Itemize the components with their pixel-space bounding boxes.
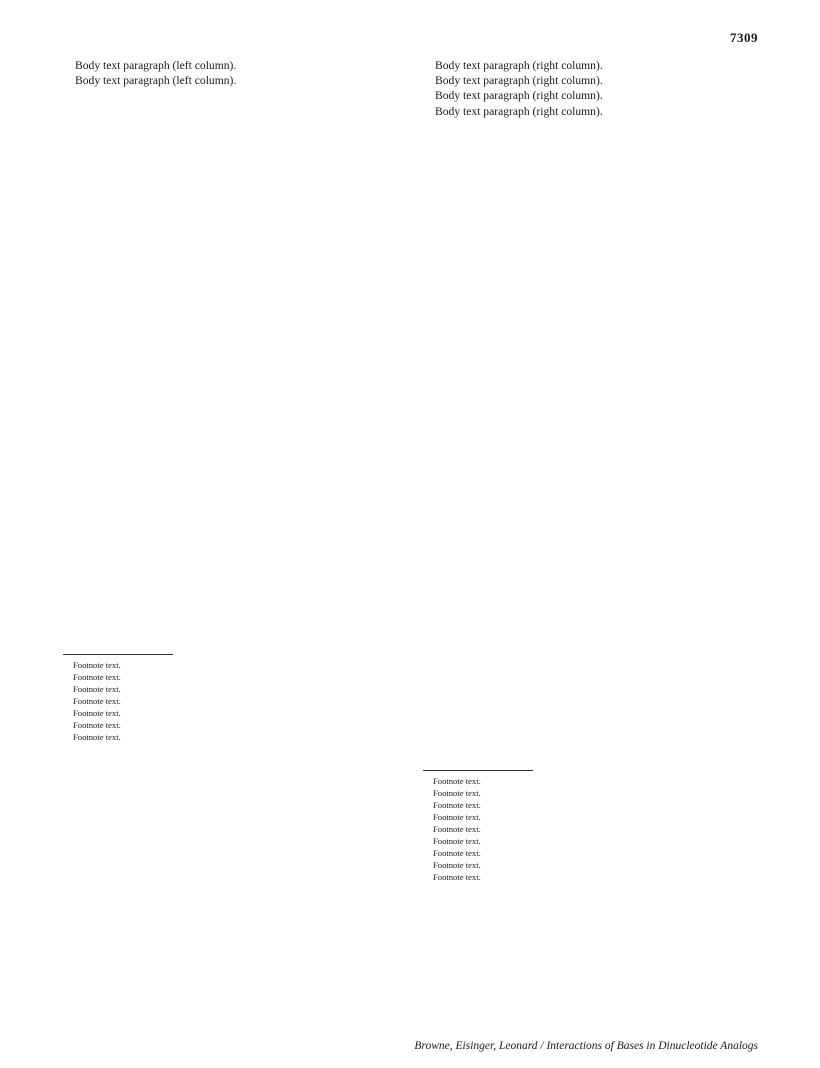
footnote: Footnote text.: [433, 812, 481, 822]
body-paragraph: Body text paragraph (right column).: [435, 104, 603, 118]
footnote: Footnote text.: [73, 720, 121, 730]
body-paragraph: Body text paragraph (left column).: [75, 74, 237, 88]
footnote: Footnote text.: [73, 672, 121, 682]
running-footer: Browne, Eisinger, Leonard / Interactions of Bases in Dinucleotide Analogs: [414, 1040, 758, 1052]
body-paragraph: Body text paragraph (right column).: [435, 59, 603, 72]
body-paragraph: Body text paragraph (left column).: [75, 59, 237, 72]
footnote: Footnote text.: [433, 860, 481, 870]
footnote: Footnote text.: [433, 776, 481, 786]
footnote: Footnote text.: [433, 848, 481, 858]
footnote: Footnote text.: [433, 800, 481, 810]
footnote-divider: [63, 654, 173, 655]
footnotes-left: [63, 660, 401, 744]
footnote: Footnote text.: [433, 788, 481, 798]
page-number: 7309: [730, 30, 758, 45]
footnote: Footnote text.: [73, 708, 121, 718]
footnote: Footnote text.: [433, 836, 481, 846]
footnote: Footnote text.: [433, 872, 481, 882]
footnote: Footnote text.: [73, 696, 121, 706]
footnote: Footnote text.: [73, 660, 121, 670]
left-column: [63, 58, 401, 88]
body-paragraph: Body text paragraph (right column).: [435, 89, 603, 103]
body-paragraph: Body text paragraph (right column).: [435, 74, 603, 88]
right-column: [423, 58, 761, 119]
footnote: Footnote text.: [73, 684, 121, 694]
footnote: Footnote text.: [433, 824, 481, 834]
footnotes-right: [423, 776, 761, 884]
footnote: Footnote text.: [73, 732, 121, 742]
footnote-divider: [423, 770, 533, 771]
